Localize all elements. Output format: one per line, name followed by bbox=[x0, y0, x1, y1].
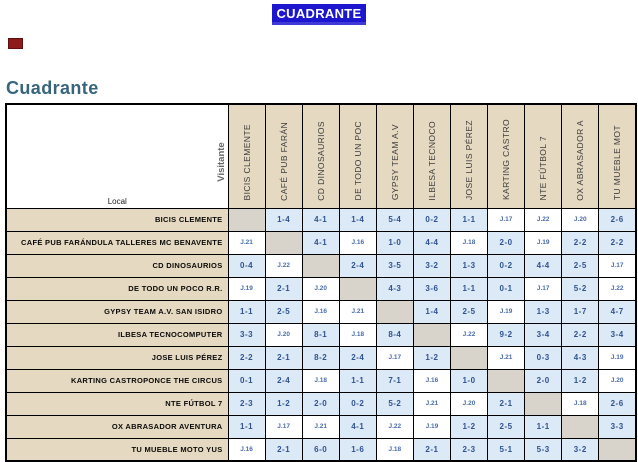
result-cell: 9-2 bbox=[488, 323, 525, 346]
diagonal-cell bbox=[599, 438, 636, 461]
matchday-cell: J.22 bbox=[265, 254, 302, 277]
result-cell: 1-2 bbox=[562, 369, 599, 392]
matchday-cell: J.19 bbox=[228, 277, 265, 300]
matchday-cell: J.18 bbox=[450, 231, 487, 254]
diagonal-cell bbox=[525, 392, 562, 415]
matchday-cell: J.19 bbox=[599, 346, 636, 369]
red-marker bbox=[8, 38, 23, 49]
matchday-cell: J.18 bbox=[302, 369, 339, 392]
matchday-cell: J.17 bbox=[525, 277, 562, 300]
result-cell: 5-2 bbox=[562, 277, 599, 300]
diagonal-cell bbox=[228, 208, 265, 231]
matchday-cell: J.19 bbox=[525, 231, 562, 254]
crosstable-body bbox=[6, 208, 636, 461]
col-header-2 bbox=[302, 104, 339, 208]
result-cell: 2-2 bbox=[228, 346, 265, 369]
result-cell: 0-4 bbox=[228, 254, 265, 277]
diagonal-cell bbox=[339, 277, 376, 300]
result-cell: 8-1 bbox=[302, 323, 339, 346]
result-cell: 7-1 bbox=[376, 369, 413, 392]
matchday-cell: J.19 bbox=[488, 300, 525, 323]
result-cell: 4-4 bbox=[413, 231, 450, 254]
result-cell: 8-4 bbox=[376, 323, 413, 346]
matchday-cell: J.18 bbox=[562, 392, 599, 415]
matchday-cell: J.16 bbox=[413, 369, 450, 392]
col-header-8 bbox=[525, 104, 562, 208]
row-label: ILBESA TECNOCOMPUTER bbox=[6, 323, 228, 346]
matchday-cell: J.21 bbox=[488, 346, 525, 369]
col-header-0 bbox=[228, 104, 265, 208]
matchday-cell: J.22 bbox=[376, 415, 413, 438]
row-label: DE TODO UN POCO R.R. bbox=[6, 277, 228, 300]
row-label: OX ABRASADOR AVENTURA bbox=[6, 415, 228, 438]
row-label: JOSE LUIS PÉREZ bbox=[6, 346, 228, 369]
row-label: TU MUEBLE MOTO YUS bbox=[6, 438, 228, 461]
col-header-6 bbox=[450, 104, 487, 208]
result-cell: 1-3 bbox=[525, 300, 562, 323]
result-cell: 2-3 bbox=[228, 392, 265, 415]
result-cell: 3-4 bbox=[599, 323, 636, 346]
page-title: Cuadrante bbox=[6, 78, 99, 98]
col-header-label: DE TODO UN POC bbox=[352, 121, 363, 201]
matchday-cell: J.21 bbox=[228, 231, 265, 254]
result-cell: 3-3 bbox=[599, 415, 636, 438]
result-cell: 5-3 bbox=[525, 438, 562, 461]
matchday-cell: J.22 bbox=[450, 323, 487, 346]
result-cell: 2-2 bbox=[562, 231, 599, 254]
diagonal-cell bbox=[302, 254, 339, 277]
result-cell: 4-3 bbox=[376, 277, 413, 300]
header-row bbox=[6, 104, 636, 208]
row-label: KARTING CASTROPONCE THE CIRCUS bbox=[6, 369, 228, 392]
matchday-cell: J.20 bbox=[599, 369, 636, 392]
result-cell: 1-2 bbox=[413, 346, 450, 369]
col-header-label: OX ABRASADOR A bbox=[575, 119, 586, 201]
table-row bbox=[6, 369, 636, 392]
top-title-bar bbox=[0, 0, 638, 25]
table-row bbox=[6, 231, 636, 254]
diagonal-cell bbox=[450, 346, 487, 369]
matchday-cell: J.21 bbox=[339, 300, 376, 323]
result-cell: 1-2 bbox=[265, 392, 302, 415]
result-cell: 0-1 bbox=[228, 369, 265, 392]
matchday-cell: J.20 bbox=[302, 277, 339, 300]
col-header-3 bbox=[339, 104, 376, 208]
diagonal-cell bbox=[413, 323, 450, 346]
cuadrante-link[interactable]: CUADRANTE bbox=[272, 4, 365, 25]
col-header-10 bbox=[599, 104, 636, 208]
col-header-7 bbox=[488, 104, 525, 208]
result-cell: 6-0 bbox=[302, 438, 339, 461]
col-header-label: CAFÉ PUB FARÁN bbox=[278, 121, 289, 201]
result-cell: 0-3 bbox=[525, 346, 562, 369]
table-row bbox=[6, 277, 636, 300]
matchday-cell: J.19 bbox=[413, 415, 450, 438]
result-cell: 2-1 bbox=[265, 277, 302, 300]
result-cell: 2-1 bbox=[413, 438, 450, 461]
matchday-cell: J.22 bbox=[599, 277, 636, 300]
matchday-cell: J.17 bbox=[488, 208, 525, 231]
result-cell: 4-1 bbox=[339, 415, 376, 438]
diagonal-cell bbox=[488, 369, 525, 392]
result-cell: 4-4 bbox=[525, 254, 562, 277]
col-header-9 bbox=[562, 104, 599, 208]
col-header-label: TU MUEBLE MOT bbox=[612, 125, 623, 201]
col-header-5 bbox=[413, 104, 450, 208]
table-row bbox=[6, 208, 636, 231]
result-cell: 2-0 bbox=[488, 231, 525, 254]
result-cell: 3-6 bbox=[413, 277, 450, 300]
table-row bbox=[6, 254, 636, 277]
col-header-label: NTE FÚTBOL 7 bbox=[538, 136, 549, 201]
result-cell: 5-1 bbox=[488, 438, 525, 461]
matchday-cell: J.21 bbox=[413, 392, 450, 415]
matchday-cell: J.17 bbox=[376, 346, 413, 369]
result-cell: 1-4 bbox=[339, 208, 376, 231]
result-cell: 1-2 bbox=[450, 415, 487, 438]
col-header-label: JOSE LUIS PÉREZ bbox=[464, 120, 474, 201]
table-row bbox=[6, 323, 636, 346]
table-row bbox=[6, 346, 636, 369]
table-row bbox=[6, 392, 636, 415]
result-cell: 2-5 bbox=[450, 300, 487, 323]
col-header-label: CD DINOSAURIOS bbox=[315, 120, 326, 201]
result-cell: 1-3 bbox=[450, 254, 487, 277]
matchday-cell: J.20 bbox=[450, 392, 487, 415]
result-cell: 1-4 bbox=[265, 208, 302, 231]
result-cell: 2-3 bbox=[450, 438, 487, 461]
result-cell: 2-4 bbox=[339, 346, 376, 369]
result-cell: 2-4 bbox=[265, 369, 302, 392]
visitante-label: Visitante bbox=[215, 142, 227, 183]
result-cell: 4-3 bbox=[562, 346, 599, 369]
result-cell: 1-1 bbox=[450, 208, 487, 231]
result-cell: 5-4 bbox=[376, 208, 413, 231]
row-label: NTE FÚTBOL 7 bbox=[6, 392, 228, 415]
diagonal-cell bbox=[265, 231, 302, 254]
matchday-cell: J.17 bbox=[599, 254, 636, 277]
crosstable-head bbox=[6, 104, 636, 208]
result-cell: 2-6 bbox=[599, 392, 636, 415]
result-cell: 2-0 bbox=[525, 369, 562, 392]
result-cell: 1-1 bbox=[339, 369, 376, 392]
matchday-cell: J.16 bbox=[228, 438, 265, 461]
result-cell: 1-0 bbox=[450, 369, 487, 392]
row-label: GYPSY TEAM A.V. SAN ISIDRO bbox=[6, 300, 228, 323]
result-cell: 4-1 bbox=[302, 231, 339, 254]
result-cell: 2-6 bbox=[599, 208, 636, 231]
result-cell: 2-1 bbox=[265, 438, 302, 461]
row-label: CAFÉ PUB FARÁNDULA TALLERES MC BENAVENTE bbox=[6, 231, 228, 254]
diagonal-cell bbox=[376, 300, 413, 323]
table-row bbox=[6, 300, 636, 323]
matchday-cell: J.20 bbox=[562, 208, 599, 231]
col-header-label: KARTING CASTRO bbox=[501, 119, 512, 201]
result-cell: 1-1 bbox=[228, 415, 265, 438]
result-cell: 2-0 bbox=[302, 392, 339, 415]
local-label: Local bbox=[107, 196, 127, 206]
matchday-cell: J.22 bbox=[525, 208, 562, 231]
result-cell: 5-2 bbox=[376, 392, 413, 415]
result-cell: 2-5 bbox=[265, 300, 302, 323]
result-cell: 0-2 bbox=[413, 208, 450, 231]
result-cell: 0-1 bbox=[488, 277, 525, 300]
results-crosstable bbox=[5, 103, 637, 462]
result-cell: 3-2 bbox=[413, 254, 450, 277]
result-cell: 4-7 bbox=[599, 300, 636, 323]
result-cell: 3-5 bbox=[376, 254, 413, 277]
result-cell: 3-4 bbox=[525, 323, 562, 346]
diagonal-cell bbox=[562, 415, 599, 438]
result-cell: 1-1 bbox=[228, 300, 265, 323]
result-cell: 2-2 bbox=[599, 231, 636, 254]
result-cell: 1-1 bbox=[525, 415, 562, 438]
result-cell: 1-7 bbox=[562, 300, 599, 323]
result-cell: 2-1 bbox=[488, 392, 525, 415]
matchday-cell: J.18 bbox=[376, 438, 413, 461]
row-label: CD DINOSAURIOS bbox=[6, 254, 228, 277]
result-cell: 2-1 bbox=[265, 346, 302, 369]
result-cell: 1-0 bbox=[376, 231, 413, 254]
result-cell: 2-2 bbox=[562, 323, 599, 346]
result-cell: 8-2 bbox=[302, 346, 339, 369]
result-cell: 4-1 bbox=[302, 208, 339, 231]
matchday-cell: J.20 bbox=[265, 323, 302, 346]
result-cell: 2-5 bbox=[488, 415, 525, 438]
col-header-4 bbox=[376, 104, 413, 208]
table-row bbox=[6, 438, 636, 461]
matchday-cell: J.18 bbox=[339, 323, 376, 346]
row-label: BICIS CLEMENTE bbox=[6, 208, 228, 231]
result-cell: 3-3 bbox=[228, 323, 265, 346]
result-cell: 3-2 bbox=[562, 438, 599, 461]
matchday-cell: J.16 bbox=[339, 231, 376, 254]
col-header-1 bbox=[265, 104, 302, 208]
result-cell: 2-5 bbox=[562, 254, 599, 277]
matchday-cell: J.17 bbox=[265, 415, 302, 438]
matchday-cell: J.21 bbox=[302, 415, 339, 438]
result-cell: 1-1 bbox=[450, 277, 487, 300]
result-cell: 2-4 bbox=[339, 254, 376, 277]
result-cell: 0-2 bbox=[488, 254, 525, 277]
col-header-label: GYPSY TEAM A.V bbox=[389, 124, 400, 201]
result-cell: 1-6 bbox=[339, 438, 376, 461]
matchday-cell: J.16 bbox=[302, 300, 339, 323]
col-header-label: BICIS CLEMENTE bbox=[241, 124, 252, 201]
col-header-label: ILBESA TECNOCO bbox=[426, 120, 437, 201]
result-cell: 1-4 bbox=[413, 300, 450, 323]
result-cell: 0-2 bbox=[339, 392, 376, 415]
table-row bbox=[6, 415, 636, 438]
corner-cell bbox=[6, 104, 228, 208]
